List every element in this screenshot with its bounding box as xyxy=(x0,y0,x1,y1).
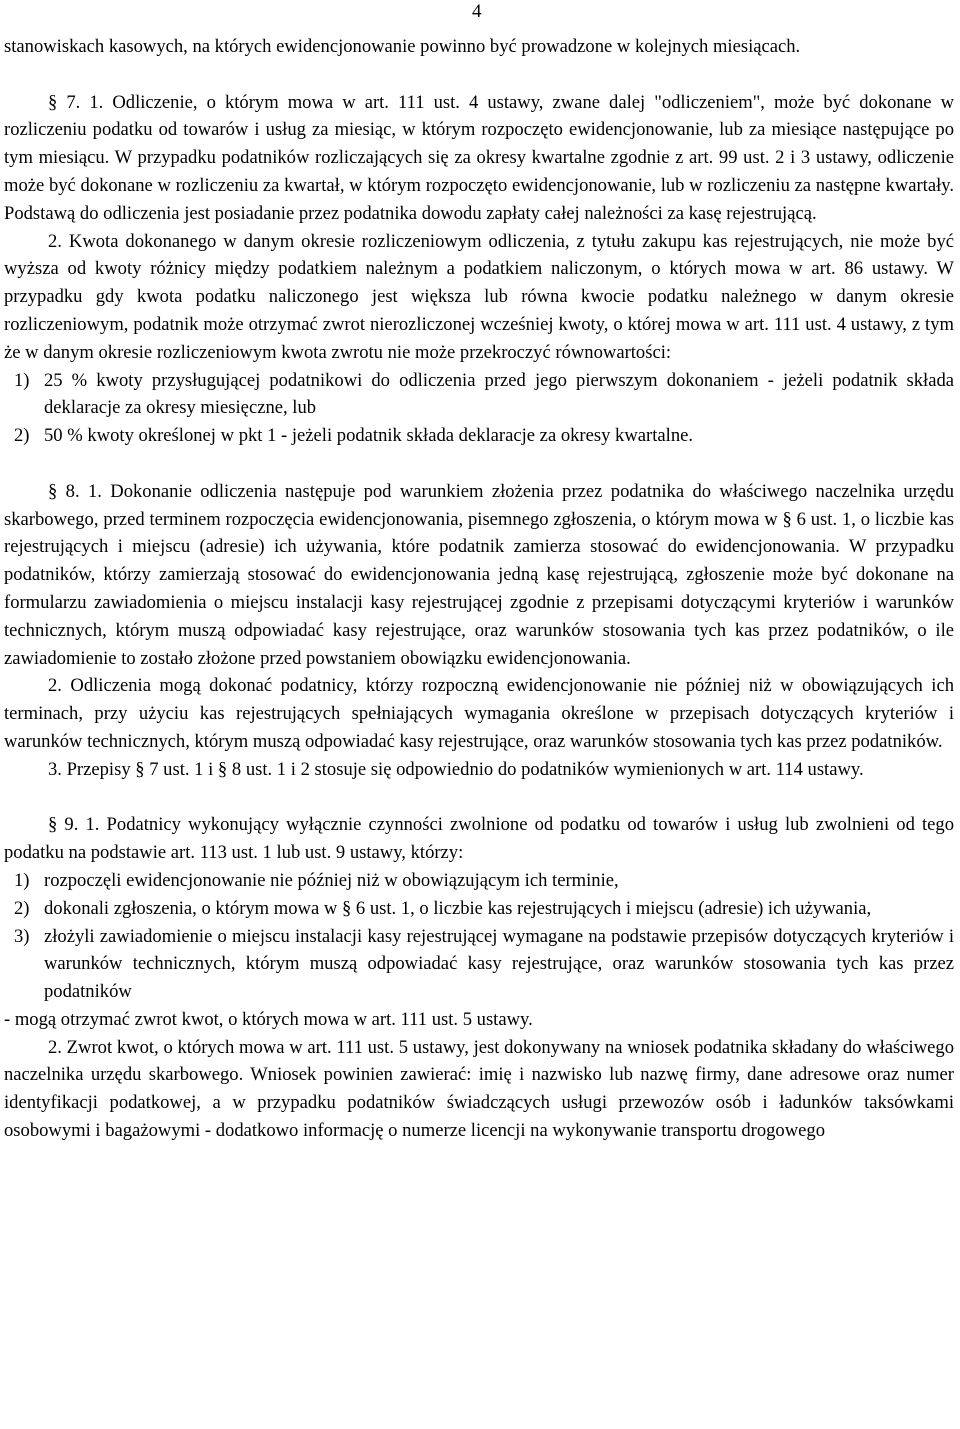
list-item-text: 25 % kwoty przysługującej podatnikowi do odliczenia przed jego pierwszym dokonaniem - jeżeli podatnik składa deklaracje za okresy miesięczne, lub xyxy=(44,369,954,419)
paragraph-s8-1: § 8. 1. Dokonanie odliczenia następuje pod warunkiem złożenia przez podatnika do właściwego naczelnika urzędu skarbowego, przed terminem rozpoczęcia ewidencjonowania, pisemnego zgłoszenia, o którym mowa w § 6 ust. 1, o liczbie kas rejestrujących i miejscu (adresie) ich używania, które podatnik zamierza stosować do ewidencjonowania. W przypadku podatników, którzy zamierzają stosować do ewidencjonowania jedną kasę rejestrującą, zgłoszenie może być dokonane na formularzu zawiadomienia o miejscu instalacji kasy rejestrującej zgodnie z przepisami dotyczącymi kryteriów i warunków technicznych, którym muszą odpowiadać kasy rejestrujące, oraz warunków stosowania tych kas przez podatników, o ile zawiadomienie to zostało złożone przed powstaniem obowiązku ewidencjonowania. xyxy=(4,480,954,669)
paragraph-s9-tail: - mogą otrzymać zwrot kwot, o których mowa w art. 111 ust. 5 ustawy. xyxy=(4,1008,533,1030)
list-item-label: 1) xyxy=(14,369,30,391)
list-item-label: 1) xyxy=(14,869,30,891)
list-item xyxy=(4,367,954,423)
paragraph-s7-1: § 7. 1. Odliczenie, o którym mowa w art. 111 ust. 4 ustawy, zwane dalej "odliczeniem", może być dokonane w rozliczeniu podatku od towarów i usług za miesiąc, w którym rozpoczęto ewidencjonowanie, lub za miesiące następujące po tym miesiącu. W przypadku podatników rozliczających się za okresy kwartalne zgodnie z art. 99 ust. 2 i 3 ustawy, odliczenie może być dokonane w rozliczeniu za kwartał, w którym rozpoczęto ewidencjonowanie, lub w rozliczeniu za następne kwartały. Podstawą do odliczenia jest posiadanie przez podatnika dowodu zapłaty całej należności za kasę rejestrującą. xyxy=(4,91,954,224)
intro-paragraph: stanowiskach kasowych, na których ewidencjonowanie powinno być prowadzone w kolejnych miesiącach. xyxy=(4,36,801,57)
list-item xyxy=(4,895,954,923)
list-item xyxy=(4,867,954,895)
list-item-label: 3) xyxy=(14,925,30,947)
list-item-label: 2) xyxy=(14,425,30,447)
list-item-text: rozpoczęli ewidencjonowanie nie później niż w obowiązującym ich terminie, xyxy=(44,869,619,891)
list-item-label: 2) xyxy=(14,897,30,919)
page-number: 4 xyxy=(472,1,482,22)
paragraph-s9-1: § 9. 1. Podatnicy wykonujący wyłącznie czynności zwolnione od podatku od towarów i usług lub zwolnieni od tego podatku na podstawie art. 113 ust. 1 lub ust. 9 ustawy, którzy: xyxy=(4,814,954,864)
list-item xyxy=(4,422,954,450)
list-item-text: 50 % kwoty określonej w pkt 1 - jeżeli podatnik składa deklaracje za okresy kwartalne. xyxy=(44,425,694,447)
paragraph-s7-2: 2. Kwota dokonanego w danym okresie rozliczeniowym odliczenia, z tytułu zakupu kas rejestrujących, nie może być wyższa od kwoty różnicy między podatkiem należnym a podatkiem naliczonym, o których mowa w art. 86 ustawy. W przypadku gdy kwota podatku naliczonego jest większa lub równa kwocie podatku należnego w danym okresie rozliczeniowym, podatnik może otrzymać zwrot nierozliczonej wcześniej kwoty, o której mowa w art. 111 ust. 4 ustawy, z tym że w danym okresie rozliczeniowym kwota zwrotu nie może przekroczyć równowartości: xyxy=(4,230,954,363)
document-body xyxy=(4,33,954,1145)
list-item xyxy=(4,923,954,1006)
list-item-text: dokonali zgłoszenia, o którym mowa w § 6 ust. 1, o liczbie kas rejestrujących i miejscu (adresie) ich używania, xyxy=(44,897,872,919)
paragraph-s8-2: 2. Odliczenia mogą dokonać podatnicy, którzy rozpoczną ewidencjonowanie nie później niż w obowiązujących ich terminach, przy użyciu kas rejestrujących spełniających wymagania określone w przepisach dotyczących kryteriów i warunków technicznych, którym muszą odpowiadać kasy rejestrujące, oraz warunków stosowania tych kas przez podatników. xyxy=(4,675,954,752)
paragraph-s9-2: 2. Zwrot kwot, o których mowa w art. 111 ust. 5 ustawy, jest dokonywany na wniosek podatnika składany do właściwego naczelnika urzędu skarbowego. Wniosek powinien zawierać: imię i nazwisko lub nazwę firmy, dane adresowe oraz numer identyfikacji podatkowej, a w przypadku podatników świadczących usługi przewozów osób i ładunków taksówkami osobowymi i bagażowymi - dodatkowo informację o numerze licencji na wykonywanie transportu drogowego xyxy=(4,1036,954,1142)
list-item-text: złożyli zawiadomienie o miejscu instalacji kasy rejestrującej wymagane na podstawie przepisów dotyczących kryteriów i warunków technicznych, którym muszą odpowiadać kasy rejestrujące, oraz warunków stosowania tych kas przez podatników xyxy=(44,925,954,1003)
paragraph-s8-3: 3. Przepisy § 7 ust. 1 i § 8 ust. 1 i 2 stosuje się odpowiednio do podatników wymienionych w art. 114 ustawy. xyxy=(48,758,864,780)
